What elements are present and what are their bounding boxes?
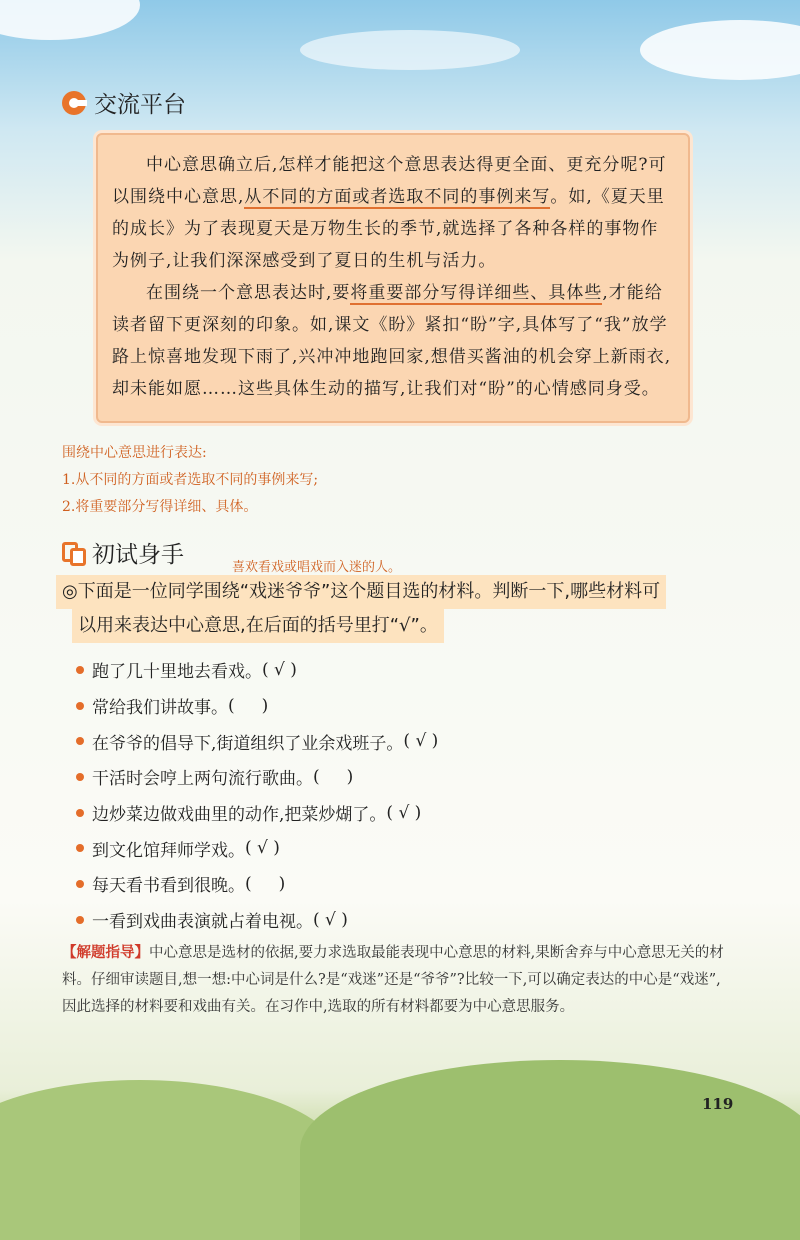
list-item: 边炒菜边做戏曲里的动作,把菜炒煳了。 ( √ ) (76, 795, 438, 831)
page-number: 119 (702, 1095, 734, 1113)
guide-text: 中心意思是选材的依据,要力求选取最能表现中心意思的材料,果断舍弃与中心意思无关的材料。仔细审读题目,想一想:中心词是什么?是“戏迷”还是“爷爷”?比较一下,可以确定表达的中心是“戏迷”,因此选择的材料要和戏曲有关。在习作中,选取的所有材料都要为中心意思服务。 (62, 945, 724, 1015)
background-hill (300, 1060, 800, 1240)
section-title: 交流平台 (94, 92, 186, 118)
underlined-text: 从不同的方面或者选取不同的事例来写 (244, 187, 551, 207)
answer-mark: ( ) (228, 695, 269, 716)
answer-mark: ( √ ) (245, 838, 280, 859)
list-item: 一看到戏曲表演就占着电视。 ( √ ) (76, 902, 438, 938)
summary-note: 围绕中心意思进行表达: 1.从不同的方面或者选取不同的事例来写; 2.将重要部分写得详细、具体。 (62, 445, 319, 515)
bullet-icon (76, 773, 84, 781)
discussion-paragraph: 在围绕一个意思表达时,要将重要部分写得详细些、具体些,才能给读者留下更深刻的印象。如,课文《盼》紧扣“盼”字,具体写了“我”放学路上惊喜地发现下雨了,兴冲冲地跑回家,想借买酱油的机会穿上新雨衣,却未能如愿……这些具体生动的描写,让我们对“盼”的心情感同身受。 (112, 283, 672, 399)
list-item: 到文化馆拜师学戏。 ( √ ) (76, 830, 438, 866)
underlined-text: 将重要部分写得详细些、具体些 (350, 283, 603, 303)
answer-mark: ( √ ) (403, 731, 439, 752)
discussion-paragraph: 中心意思确立后,怎样才能把这个意思表达得更全面、更充分呢?可以围绕中心意思,从不同的方面或者选取不同的事例来写。如,《夏天里的成长》为了表现夏天是万物生长的季节,就选择了各种各样的事物作为例子,让我们深深感受到了夏日的生机与活力。 (112, 155, 667, 271)
answer-mark: ( ) (245, 873, 286, 894)
section-heading (62, 536, 184, 569)
bullet-icon (76, 809, 84, 817)
list-item: 常给我们讲故事。 ( ) (76, 688, 438, 724)
list-item: 跑了几十里地去看戏。 ( √ ) (76, 652, 438, 688)
section-title: 初试身手 (92, 542, 184, 568)
bullet-icon (76, 702, 84, 710)
solution-guide (62, 940, 734, 1021)
answer-mark: ( √ ) (262, 659, 297, 680)
material-list (76, 652, 438, 938)
annotation: 喜欢看戏或唱戏而入迷的人。 (232, 560, 402, 575)
bullet-icon (76, 880, 84, 888)
list-item: 每天看书看到很晚。 ( ) (76, 866, 438, 902)
answer-mark: ( √ ) (386, 802, 422, 823)
background-hill (0, 1080, 340, 1240)
bullet-icon (76, 916, 84, 924)
list-item: 在爷爷的倡导下,街道组织了业余戏班子。 ( √ ) (76, 723, 438, 759)
section-icon (62, 91, 86, 115)
bullet-icon (76, 844, 84, 852)
list-item: 干活时会哼上两句流行歌曲。 ( ) (76, 759, 438, 795)
cloud (640, 20, 800, 80)
answer-mark: ( ) (313, 766, 354, 787)
guide-label: 【解题指导】 (62, 945, 149, 961)
bullet-icon (76, 666, 84, 674)
bullet-icon (76, 737, 84, 745)
practice-icon (62, 542, 84, 564)
cloud (300, 30, 520, 70)
question: ◎下面是一位同学围绕“戏迷爷爷”这个题目选的材料。判断一下,哪些材料可 以用来表达中心意思,在后面的括号里打“√”。 (56, 575, 726, 643)
answer-mark: ( √ ) (313, 909, 348, 930)
discussion-box (96, 133, 690, 423)
section-heading (62, 86, 186, 119)
cloud (0, 0, 140, 40)
